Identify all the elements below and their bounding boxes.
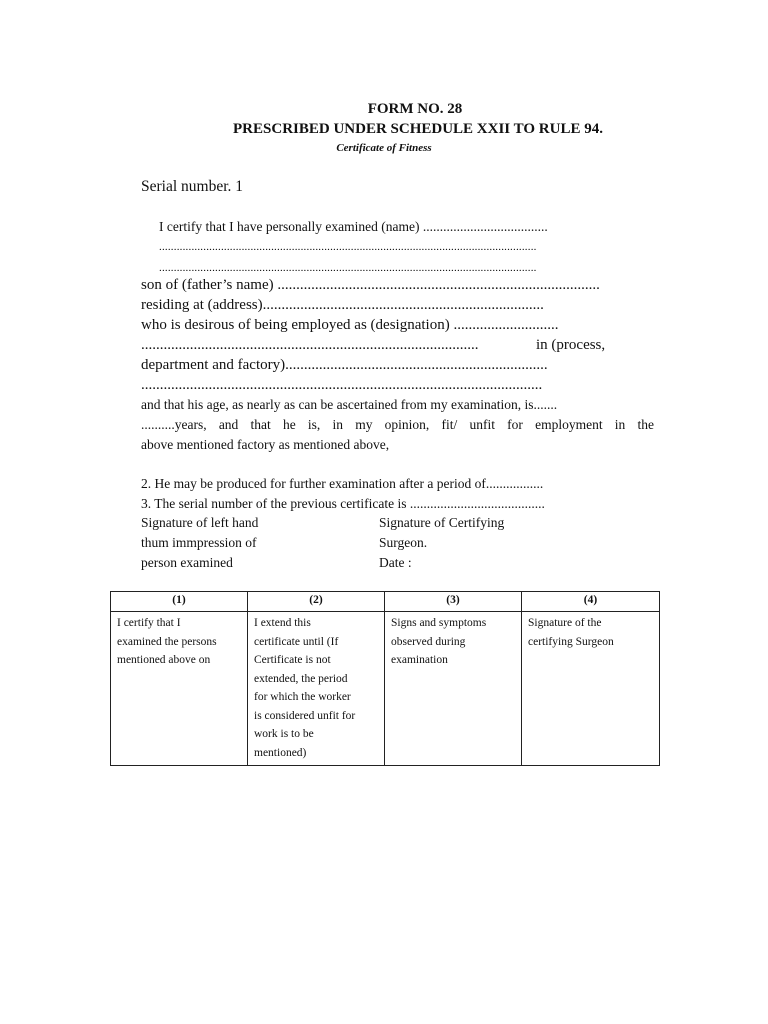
examination-date-cell: I certify that I examined the persons mentioned above on (111, 612, 248, 766)
process-label: in (process, (536, 337, 606, 353)
form-prescribed-heading: PRESCRIBED UNDER SCHEDULE XXII TO RULE 94. (233, 121, 603, 137)
signs-symptoms-cell: Signs and symptoms observed during examination (385, 612, 522, 766)
blank-dotted-line: ........................................................................................................... (141, 377, 543, 393)
extension-cell: I extend this certificate until (If Certificate is not extended, the period for which the worker is considered unfit for work is to be mentioned) (248, 612, 385, 766)
father-name-line: son of (father’s name) ...................................................................................... (141, 277, 600, 293)
name-continuation-line-1: ................................................................................................................................ (159, 241, 537, 253)
designation-line: who is desirous of being employed as (designation) ............................ (141, 317, 559, 333)
serial-number: Serial number. 1 (141, 178, 244, 195)
surgeon-signature-label-1: Signature of Certifying (379, 515, 505, 530)
table-row (111, 612, 660, 766)
years-fitness-line: ..........years, and that he is, in my opinion, fit/ unfit for employment in the (141, 417, 654, 432)
left-hand-signature-label-2: thum immpression of (141, 535, 257, 550)
department-factory-line: department and factory)...................................................................... (141, 357, 548, 373)
address-line: residing at (address)........................................................................... (141, 297, 544, 313)
column-header-4: (4) (522, 592, 660, 612)
age-line: and that his age, as nearly as can be ascertained from my examination, is....... (141, 397, 558, 412)
column-header-1: (1) (111, 592, 248, 612)
surgeon-signature-cell: Signature of the certifying Surgeon (522, 612, 660, 766)
further-examination-line: 2. He may be produced for further examination after a period of................. (141, 476, 544, 491)
factory-reference-line: above mentioned factory as mentioned above, (141, 437, 390, 452)
table-header-row (111, 592, 660, 612)
surgeon-signature-label-2: Surgeon. (379, 535, 428, 550)
column-header-2: (2) (248, 592, 385, 612)
form-subtitle: Certificate of Fitness (336, 142, 432, 154)
date-label: Date : (379, 555, 412, 570)
left-hand-signature-label-1: Signature of left hand (141, 515, 259, 530)
name-continuation-line-2: ................................................................................................................................ (159, 262, 537, 274)
certificate-table (110, 591, 660, 766)
previous-certificate-line: 3. The serial number of the previous certificate is ........................................ (141, 496, 545, 511)
column-header-3: (3) (385, 592, 522, 612)
form-number: FORM NO. 28 (367, 101, 463, 117)
left-hand-signature-label-3: person examined (141, 555, 233, 570)
process-dots: .......................................................................................... (141, 337, 479, 353)
certify-examined-line: I certify that I have personally examined (name) ..................................... (159, 219, 548, 234)
